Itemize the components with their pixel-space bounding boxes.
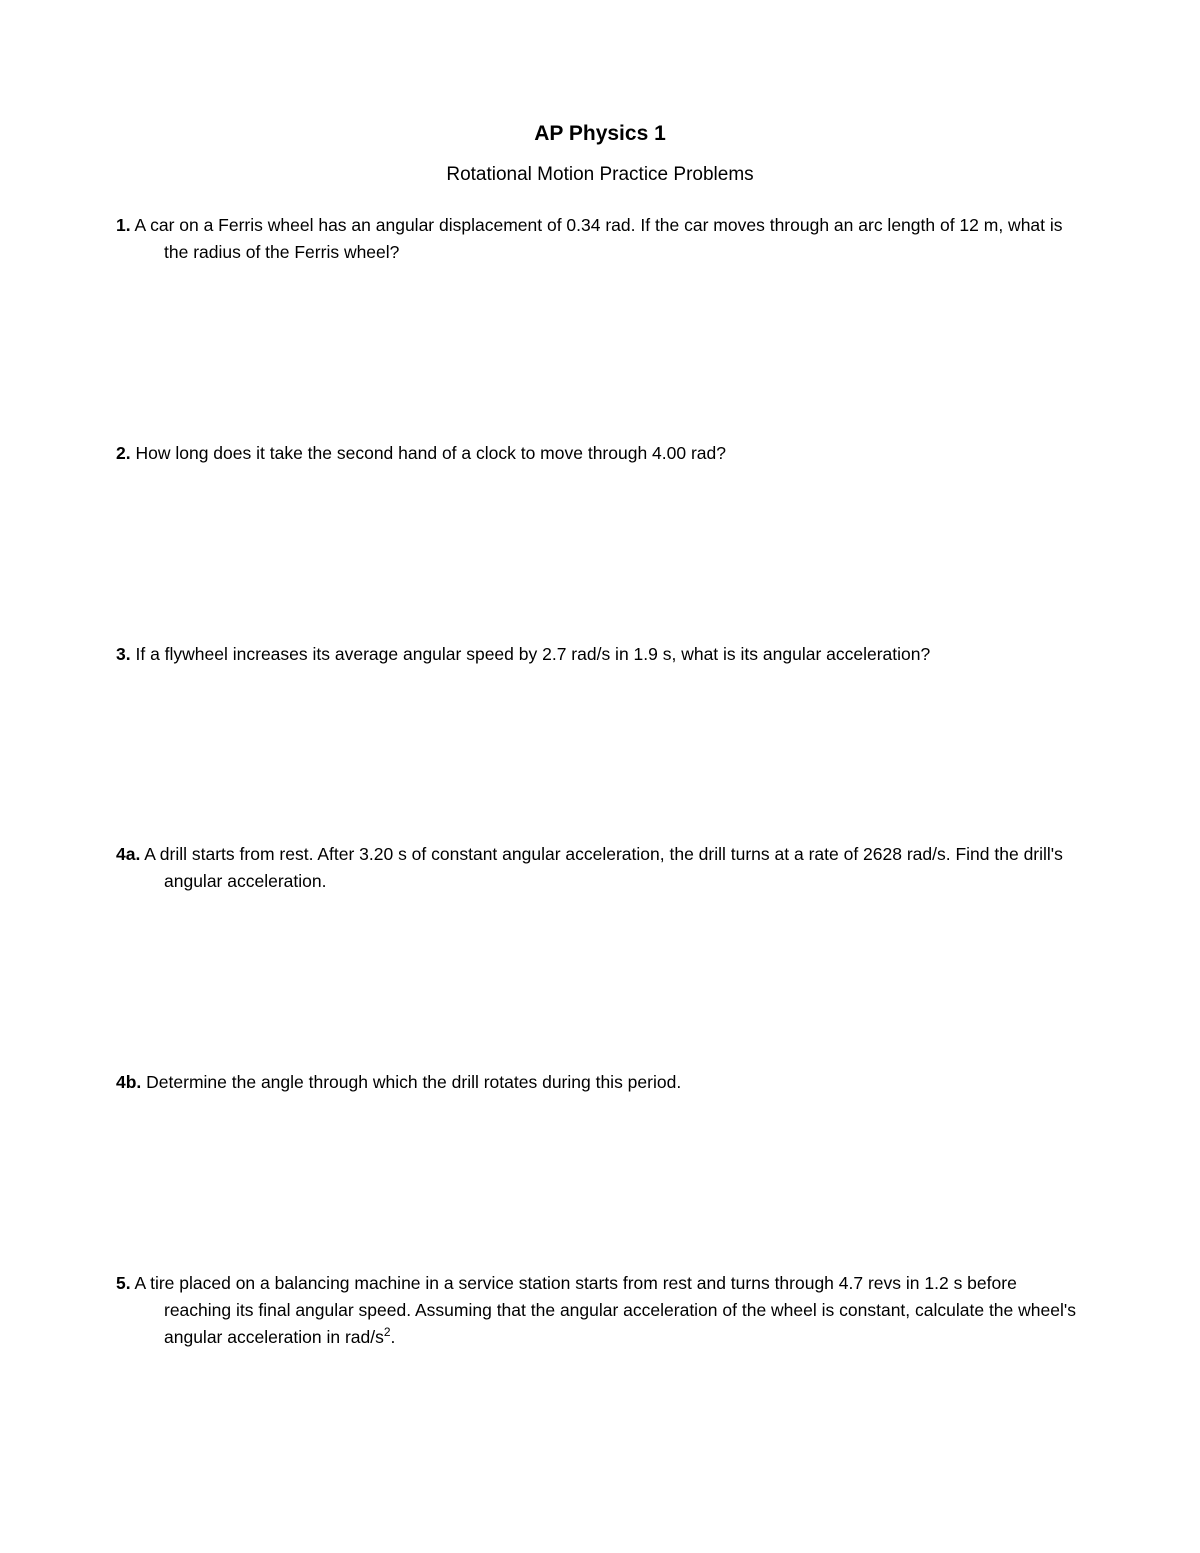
problem-text: A drill starts from rest. After 3.20 s of constant angular acceleration, the drill turns at a rate of 2628 rad/s. Find the drill's angular acceleration. <box>144 844 1063 891</box>
problem-number: 4b. <box>116 1072 142 1092</box>
problem-text: How long does it take the second hand of a clock to move through 4.00 rad? <box>135 443 726 463</box>
problem-text-end: . <box>390 1327 396 1347</box>
problem-1 <box>116 212 1088 266</box>
problem-text: A car on a Ferris wheel has an angular displacement of 0.34 rad. If the car moves through an arc length of 12 m, what is the radius of the Ferris wheel? <box>134 215 1063 262</box>
problem-5 <box>116 1270 1088 1351</box>
problem-text: A tire placed on a balancing machine in a service station starts from rest and turns through 4.7 revs in 1.2 s before reaching its final angular speed. Assuming that the angular acceleration of the wheel is constant, calculate the wheel's angular acceleration in rad/s <box>134 1273 1076 1347</box>
problem-text: Determine the angle through which the drill rotates during this period. <box>146 1072 682 1092</box>
problem-number: 5. <box>116 1273 131 1293</box>
problem-number: 1. <box>116 215 131 235</box>
exponent: 2 <box>383 1325 391 1339</box>
page-subtitle: Rotational Motion Practice Problems <box>446 164 754 185</box>
problem-number: 2. <box>116 443 131 463</box>
problem-text: If a flywheel increases its average angular speed by 2.7 rad/s in 1.9 s, what is its angular acceleration? <box>135 644 931 664</box>
problem-3 <box>116 641 1088 668</box>
problem-4b <box>116 1069 1088 1096</box>
page-title: AP Physics 1 <box>534 122 666 145</box>
problem-number: 4a. <box>116 844 141 864</box>
problem-number: 3. <box>116 644 131 664</box>
problem-2 <box>116 440 1088 467</box>
problem-4a <box>116 841 1088 895</box>
